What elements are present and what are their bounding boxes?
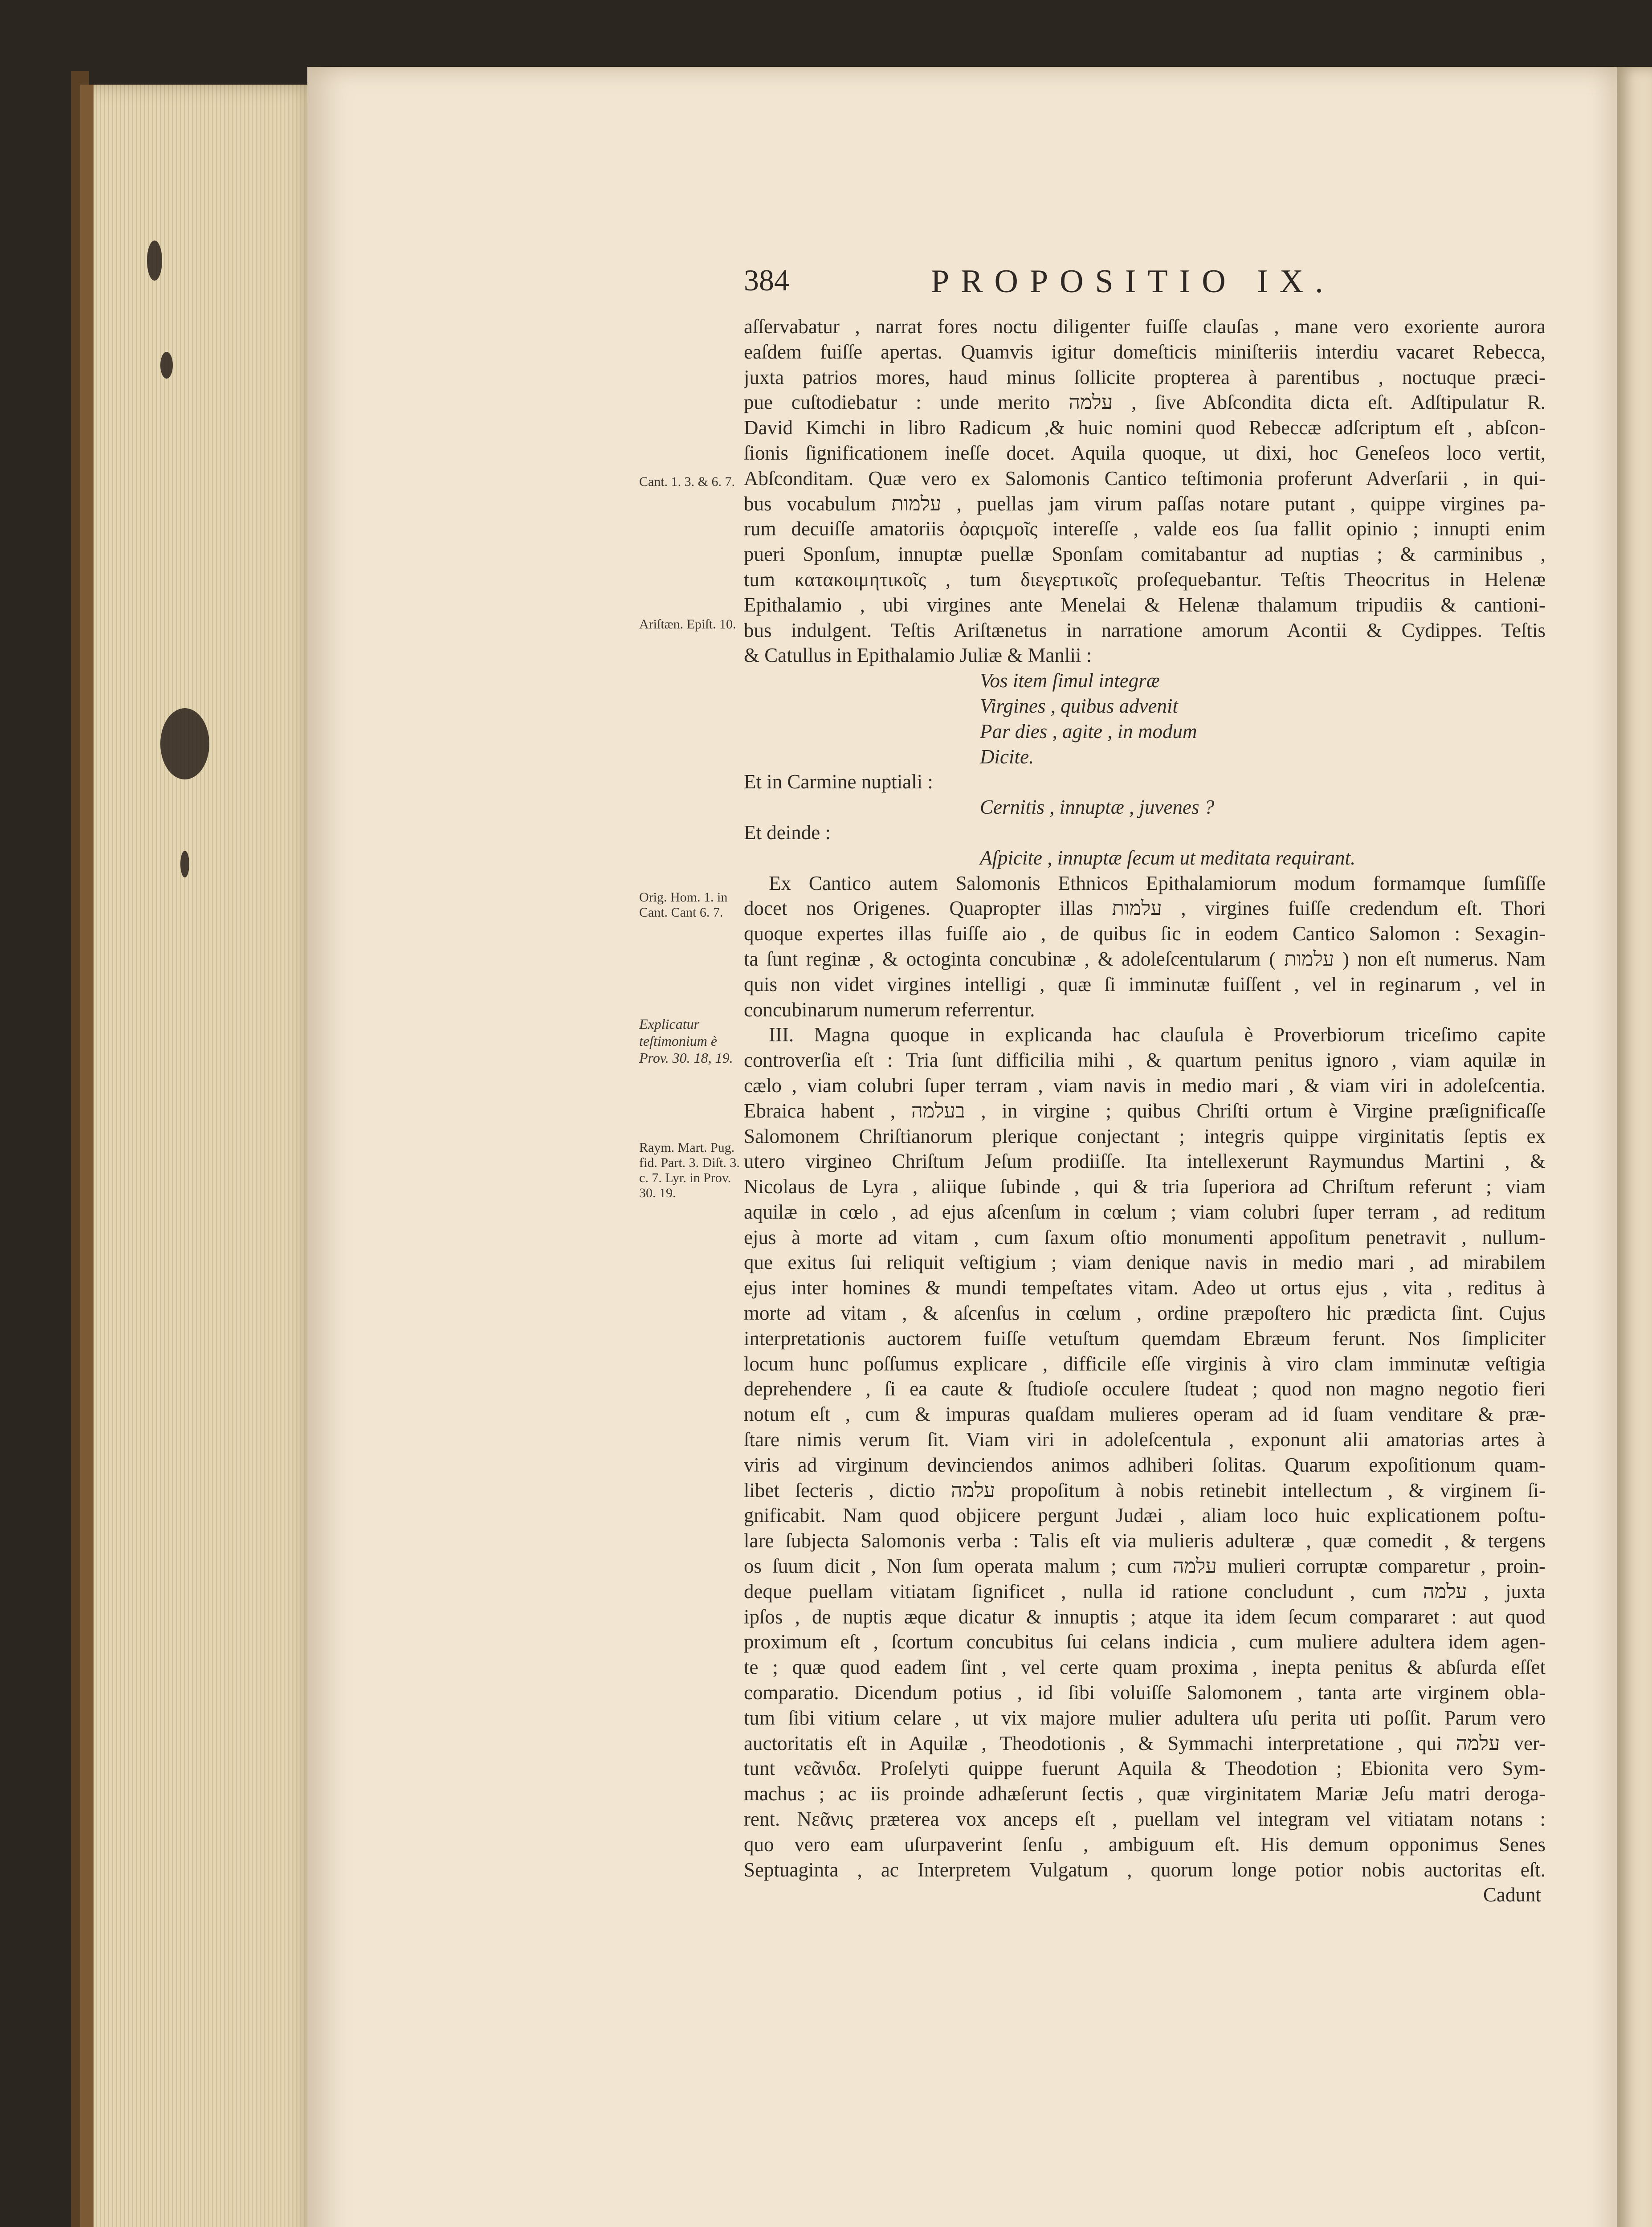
text-line: Ebraica habent , בעלמה , in virgine ; quibus Chriſti ortum è Virgine præſignificaſſe — [744, 1099, 1546, 1122]
text-line: quo vero eam uſurpaverint ſenſu , ambiguum eſt. His demum opponimus Senes — [744, 1833, 1546, 1856]
text-line: Nicolaus de Lyra , aliique ſubinde , qui & tria ſuperiora ad Chriſtum referunt ; viam — [744, 1175, 1546, 1198]
text-line: tum κατακοιμητικοῖς , tum διεγερτικοῖς proſequebantur. Teſtis Theocritus in Helenæ — [744, 568, 1546, 591]
text-line: ſionis ſignificationem ineſſe docet. Aquila quoque, ut dixi, hoc Geneſeos loco vertit, — [744, 441, 1546, 464]
verse-line: Dicite. — [980, 745, 1034, 768]
text-line: bus indulgent. Teſtis Ariſtænetus in narratione amorum Acontii & Cydippes. Teſtis — [744, 619, 1546, 641]
text-line: auctoritatis eſt in Aquilæ , Theodotionis , & Symmachi interpretatione , qui עלמה ver- — [744, 1732, 1546, 1754]
text-line: ejus à morte ad vitam , cum ſaxum oſtio monumenti appoſitum penetravit , nullum- — [744, 1226, 1546, 1248]
text-line: ta ſunt reginæ , & octoginta concubinæ , & adoleſcentularum ( עלמות ) non eſt numerus. Nam — [744, 947, 1546, 970]
ink-stain — [160, 352, 173, 379]
facing-page-edge — [1617, 67, 1652, 2227]
text-line: ejus inter homines & mundi tempeſtates vitam. Adeo ut ortus ejus , vita , reditus à — [744, 1277, 1546, 1299]
text-line: os ſuum dicit , Non ſum operata malum ; cum עלמה mulieri corruptæ comparetur , proin- — [744, 1555, 1546, 1578]
verse-line: Virgines , quibus advenit — [980, 694, 1178, 717]
text-line: quoque expertes illas fuiſſe aio , de quibus ſic in eodem Cantico Salomon : Sexagin- — [744, 922, 1546, 945]
text-line: controverſia eſt : Tria ſunt difficilia mihi , & quartum penitus ignoro , viam aquilæ in — [744, 1049, 1546, 1072]
text-line: viris ad virginum devinciendos animos adhiberi ſolitas. Quarum expoſitionum quam- — [744, 1453, 1546, 1476]
text-line: rent. Νεᾶνις præterea vox anceps eſt , puellam vel integram vel vitiatam notans : — [744, 1808, 1546, 1831]
text-line: quis non videt virgines intelligi , quæ ſi imminutæ fuiſſent , vel in reginarum , vel in — [744, 973, 1546, 995]
margin-note: Orig. Hom. 1. in Cant. Cant 6. 7. — [639, 890, 728, 920]
text-line: pueri Sponſum, innuptæ puellæ Sponſam comitabantur ad nuptias ; & carminibus , — [744, 543, 1546, 566]
text-line: te ; quæ quod eadem ſint , vel certe quam proxima , inepta penitus & abſurda eſſet — [744, 1656, 1546, 1679]
text-line: aquilæ in cœlo , ad ejus aſcenſum in cœlum ; viam colubri ſuper terram , ad reditum — [744, 1200, 1546, 1223]
text-line: cælo , viam colubri ſuper terram , viam navis in medio mari , & viam viri in adoleſcentia. — [744, 1074, 1546, 1097]
text-line: Salomonem Chriſtianorum plerique conjectant ; integris quippe virginitatis ſeptis ex — [744, 1125, 1546, 1147]
margin-note: Ariſtæn. Epiſt. 10. — [639, 617, 736, 632]
verse-line: Vos item ſimul integræ — [980, 669, 1160, 692]
ink-stain — [160, 708, 209, 779]
text-line: eaſdem fuiſſe apertas. Quamvis igitur domeſticis miniſteriis interdiu vacaret Rebecca, — [744, 340, 1546, 363]
text-line: ipſos , de nuptis æque dicatur & innuptis ; atque ita idem ſecum compararet : aut quod — [744, 1605, 1546, 1628]
verse-line: Aſpicite , innuptæ ſecum ut meditata requirant. — [980, 846, 1356, 869]
text-line: locum hunc poſſumus explicare , difficile eſſe virginis à viro clam imminutæ veſtigia — [744, 1352, 1546, 1375]
margin-note: Explicatur teſtimonium è Prov. 30. 18, 19. — [639, 1016, 733, 1066]
text-line: juxta patrios mores, haud minus ſollicite propterea à parentibus , noctuque præci- — [744, 366, 1546, 388]
ink-stain — [180, 851, 189, 877]
text-line: III. Magna quoque in explicanda hac clauſula è Proverbiorum triceſimo capite — [769, 1024, 1546, 1046]
quote-intro: Et deinde : — [744, 821, 831, 844]
text-line: aſſervabatur , narrat fores noctu diligenter fuiſſe clauſas , mane vero exoriente aurora — [744, 315, 1546, 338]
text-line: Epithalamio , ubi virgines ante Menelai & Helenæ thalamum tripudiis & cantioni- — [744, 593, 1546, 616]
text-line: rum decuiſſe amatoriis ὀαριςμοῖς intereſſe , valde eos ſua fallit opinio ; innupti enim — [744, 518, 1546, 540]
text-line: ſtare nimis verum ſit. Viam viri in adoleſcentula , exponunt alii amatorias artes à — [744, 1428, 1546, 1451]
text-line: bus vocabulum עלמות , puellas jam virum paſſas notare putant , quippe virgines pa- — [744, 492, 1546, 515]
text-line: notum eſt , cum & impuras quaſdam mulieres operam ad id ſuam venditare & præ- — [744, 1403, 1546, 1426]
margin-note: Cant. 1. 3. & 6. 7. — [639, 474, 735, 489]
text-line: que exitus ſui reliquit veſtigium ; viam denique navis in medio mari , ad mirabilem — [744, 1251, 1546, 1274]
ink-stain — [147, 241, 162, 281]
text-line: deque puellam vitiatam ſignificet , nulla id ratione concludunt , cum עלמה , juxta — [744, 1580, 1546, 1603]
text-line: David Kimchi in libro Radicum ,& huic nomini quod Rebeccæ adſcriptum eſt , abſcon- — [744, 416, 1546, 439]
text-line: comparatio. Dicendum potius , id ſibi voluiſſe Salomonem , tanta arte virginem obla- — [744, 1681, 1546, 1704]
text-line: machus ; ac iis proinde adhæſerunt ſectis , quæ virginitatem Mariæ Jeſu matri deroga- — [744, 1782, 1546, 1805]
text-line: tum ſibi vitium celare , ut vix majore mulier adultera uſu perita uti poſſit. Parum vero — [744, 1706, 1546, 1729]
page-header — [744, 263, 1546, 303]
catchword: Cadunt — [1483, 1884, 1541, 1906]
text-line: tunt νεᾶνιδα. Proſelyti quippe fuerunt Aquila & Theodotion ; Ebionita vero Sym- — [744, 1757, 1546, 1780]
page-number: 384 — [744, 263, 789, 297]
text-line: & Catullus in Epithalamio Juliæ & Manlii : — [744, 644, 1092, 667]
margin-note: Raym. Mart. Pug. fid. Part. 3. Diſt. 3. c. 7. Lyr. in Prov. 30. 19. — [639, 1140, 740, 1200]
text-line: Abſconditam. Quæ vero ex Salomonis Cantico teſtimonia proferunt Adverſarii , in qui- — [744, 467, 1546, 489]
text-line: gnificabit. Nam quod objicere pergunt Judæi , aliam loco huic explicationem poſtu- — [744, 1504, 1546, 1527]
verse-line: Cernitis , innuptæ , juvenes ? — [980, 796, 1215, 819]
verse-line: Par dies , agite , in modum — [980, 720, 1197, 742]
text-line: proximum eſt , ſcortum concubitus ſui celans indicia , cum muliere adultera idem agen- — [744, 1631, 1546, 1653]
text-line: interpretationis auctorem fuiſſe vetuſtum quemdam Ebræum ferunt. Nos ſimpliciter — [744, 1327, 1546, 1350]
text-line: lare ſubjecta Salomonis verba : Talis eſt via mulieris adulteræ , quæ comedit , & tergens — [744, 1530, 1546, 1552]
quote-intro: Et in Carmine nuptiali : — [744, 771, 933, 793]
text-line: concubinarum numerum referrentur. — [744, 998, 1035, 1021]
text-line: utero virgineo Chriſtum Jeſum prodiiſſe. Ita intellexerunt Raymundus Martini , & — [744, 1150, 1546, 1173]
text-line: deprehendere , ſi ea caute & ſtudioſe occulere ſtudeat ; quod non magno negotio fieri — [744, 1378, 1546, 1400]
main-text — [744, 314, 1546, 1908]
text-line: docet nos Origenes. Quapropter illas עלמות , virgines fuiſſe credendum eſt. Thori — [744, 897, 1546, 920]
text-line: Ex Cantico autem Salomonis Ethnicos Epithalamiorum modum formamque ſumſiſſe — [769, 872, 1546, 894]
text-line: morte ad vitam , & aſcenſus in cœlum , ordine præpoſtero hic prædicta ſint. Cujus — [744, 1302, 1546, 1325]
text-line: libet ſecteris , dictio עלמה propoſitum à nobis retinebit intellectum , & virginem ſi- — [744, 1479, 1546, 1501]
running-title: PROPOSITIO IX. — [931, 263, 1335, 300]
text-line: Septuaginta , ac Interpretem Vulgatum , quorum longe potior nobis auctoritas eſt. — [744, 1858, 1546, 1881]
text-line: pue cuſtodiebatur : unde merito עלמה , ſive Abſcondita dicta eſt. Adſtipulatur R. — [744, 391, 1546, 414]
page-block-edge — [80, 85, 321, 2227]
